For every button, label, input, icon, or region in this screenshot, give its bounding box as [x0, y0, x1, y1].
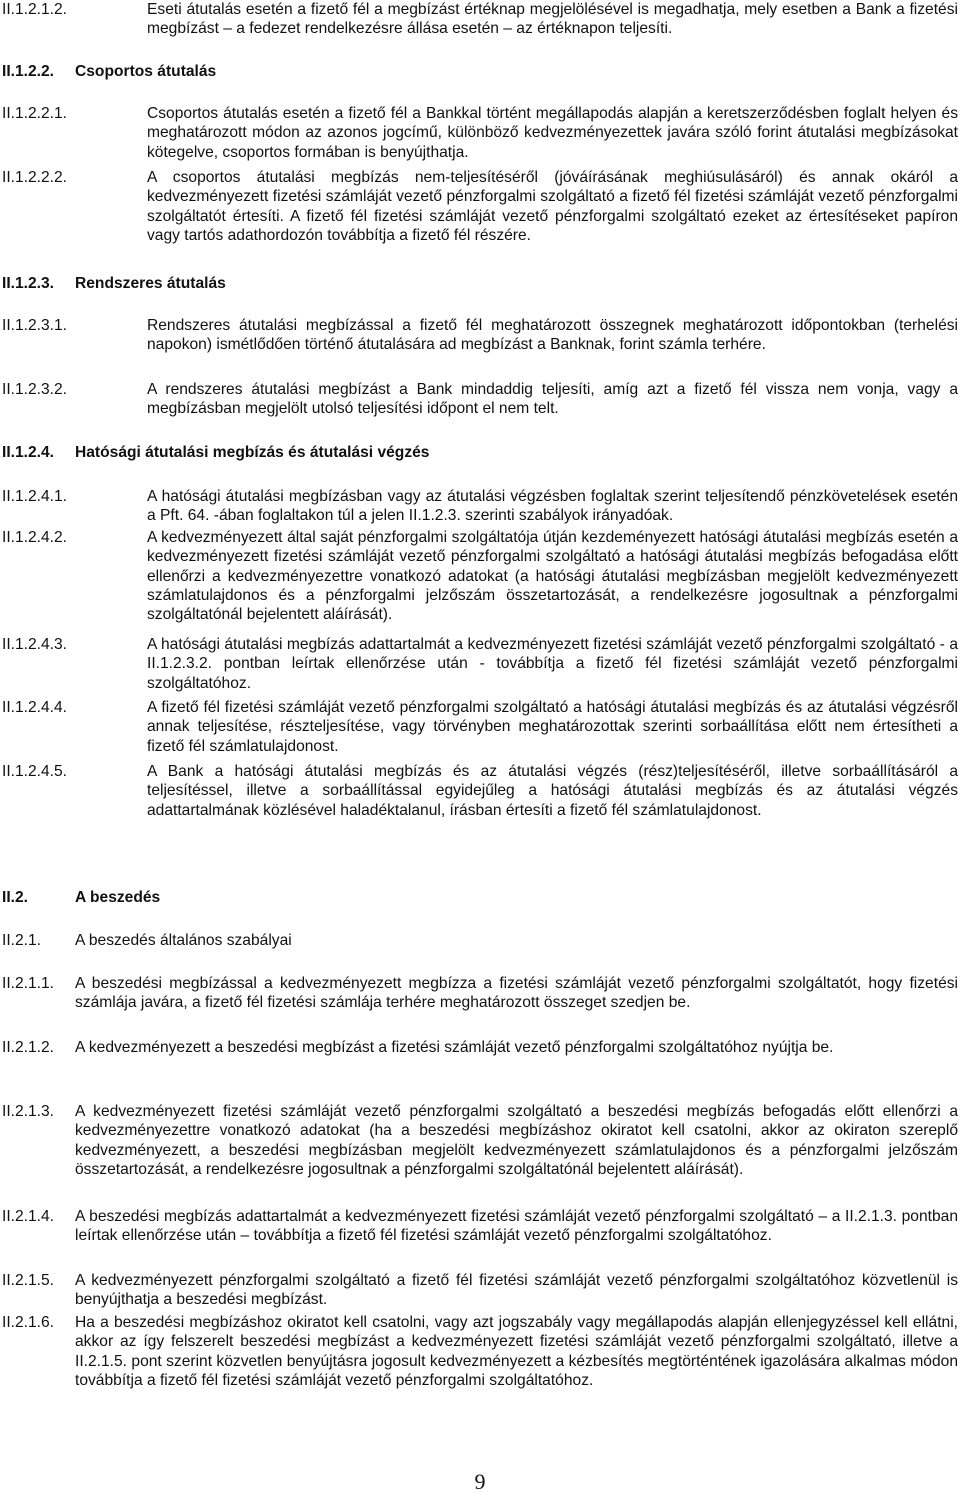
heading-number: II.1.2.4.: [2, 444, 55, 461]
paragraph: [0, 487, 960, 526]
paragraph: [0, 1207, 960, 1246]
paragraph: [0, 104, 960, 162]
paragraph-number: II.2.1.5.: [2, 1272, 55, 1289]
paragraph-text: A hatósági átutalási megbízás adattartalmát a kedvezményezett fizetési számláját vezető pénzforgalmi szolgáltató - a II.1.2.3.2. pontban leírtak ellenőrzése után - továbbítja a fizető fél fizetési számláját vezető pénzforgalmi szolgáltatóhoz.: [147, 636, 958, 692]
paragraph-number: II.2.1.4.: [2, 1208, 55, 1225]
paragraph-text: A rendszeres átutalási megbízást a Bank mindaddig teljesíti, amíg azt a fizető fél vissza nem vonja, vagy a megbízásban megjelölt utolsó teljesítési időpont el nem telt.: [147, 381, 958, 418]
heading-text: A beszedés: [75, 889, 161, 906]
paragraph: [0, 698, 960, 756]
paragraph: [0, 635, 960, 693]
paragraph: [0, 762, 960, 820]
paragraph-text: A csoportos átutalási megbízás nem-teljesítéséről (jóváírásának meghiúsulásáról) és annak okáról a kedvezményezett fizetési számláját vezető pénzforgalmi szolgáltató a fizető fél fizetési számláját vezető pénzforgalmi szolgáltatót értesíti. A fizető fél fizetési számláját vezető pénzforgalmi szolgáltató ezeket az értesítéseket papíron vagy tartós adathordozón továbbítja a fizető fél részére.: [147, 169, 958, 244]
paragraph-text: A kedvezményezett a beszedési megbízást a fizetési számláját vezető pénzforgalmi szolgáltatóhoz nyújtja be.: [75, 1039, 834, 1056]
paragraph-text: A kedvezményezett pénzforgalmi szolgáltató a fizető fél fizetési számláját vezető pénzforgalmi szolgáltatóhoz közvetlenül is benyújthatja a beszedési megbízást.: [75, 1272, 958, 1309]
paragraph-number: II.1.2.2.2.: [2, 169, 68, 186]
heading-text: A beszedés általános szabályai: [75, 932, 292, 949]
heading-number: II.2.1.: [2, 932, 42, 949]
paragraph-number: II.1.2.2.1.: [2, 105, 68, 122]
heading-text: Rendszeres átutalás: [75, 275, 226, 292]
paragraph-text: Rendszeres átutalási megbízással a fizető fél meghatározott összegnek meghatározott időpontokban (terhelési napokon) ismétlődően történő átutalására ad megbízást a Banknak, forint számla terhére.: [147, 317, 958, 354]
paragraph-number: II.2.1.1.: [2, 975, 55, 992]
paragraph-text: Csoportos átutalás esetén a fizető fél a Bankkal történt megállapodás alapján a keretszerződésben foglalt helyen és meghatározott módon az azonos jogcímű, különböző kedvezményezettek javára szóló forint átutalási megbízásokat kötegelve, csoportos formában is benyújthatja.: [147, 105, 958, 161]
heading-number: II.1.2.3.: [2, 275, 55, 292]
paragraph-number: II.1.2.4.2.: [2, 529, 68, 546]
paragraph-text: A beszedési megbízással a kedvezményezett megbízza a fizetési számláját vezető pénzforgalmi szolgáltatót, hogy fizetési számlája javára, a fizető fél fizetési számlája terhére meghatározott összeget szedjen be.: [75, 975, 958, 1012]
paragraph-number: II.2.1.3.: [2, 1103, 55, 1120]
paragraph-number: II.2.1.2.: [2, 1039, 55, 1056]
paragraph: [0, 1038, 960, 1057]
paragraph-number: II.1.2.3.1.: [2, 317, 68, 334]
paragraph-number: II.1.2.4.5.: [2, 763, 68, 780]
paragraph-number: II.1.2.4.4.: [2, 699, 68, 716]
paragraph-text: Eseti átutalás esetén a fizető fél a megbízást értéknap megjelölésével is megadhatja, mely esetben a Bank a fizetési megbízást – a fedezet rendelkezésre állása esetén – az értéknapon teljesíti.: [147, 1, 958, 38]
subsection-heading: [0, 931, 960, 950]
paragraph: [0, 1271, 960, 1310]
paragraph-number: II.1.2.4.3.: [2, 636, 68, 653]
paragraph: [0, 1313, 960, 1390]
paragraph-text: A hatósági átutalási megbízásban vagy az átutalási végzésben foglaltak szerint teljesítendő pénzkövetelések esetén a Pft. 64. -ában foglaltakon túl a jelen II.1.2.3. szerinti szabályok irányadóak.: [147, 488, 958, 525]
page-number: 9: [474, 1469, 486, 1494]
paragraph: [0, 380, 960, 419]
paragraph-text: A beszedési megbízás adattartalmát a kedvezményezett fizetési számláját vezető pénzforgalmi szolgáltató – a II.2.1.3. pontban leírtak ellenőrzése után – továbbítja a fizető fél fizetési számláját vezető pénzforgalmi szolgáltatóhoz.: [75, 1208, 958, 1245]
paragraph: [0, 316, 960, 355]
heading-number: II.1.2.2.: [2, 63, 55, 80]
paragraph-text: A fizető fél fizetési számláját vezető pénzforgalmi szolgáltató a hatósági átutalási megbízás és az átutalási végzésről annak teljesítése, részteljesítése, vagy törvényben meghatározottak szerinti sorbaállítása előtt nem értesítheti a fizető fél számlatulajdonost.: [147, 699, 958, 755]
paragraph-text: A kedvezményezett által saját pénzforgalmi szolgáltatója útján kezdeményezett hatósági átutalási megbízás esetén a kedvezményezett fizetési számláját vezető pénzforgalmi szolgáltató a hatósági átutalási megbízás befogadása előtt ellenőrzi a kedvezményezettre vonatkozó adatokat (a hatósági átutalási megbízásban megjelölt kedvezményezett számlatulajdonos és a pénzforgalmi jelzőszám összetartozását, a rendelkezésre jogosultnak a pénzforgalmi szolgáltatónál bejelentett aláírását).: [147, 529, 958, 624]
paragraph-number: II.2.1.6.: [2, 1314, 55, 1331]
paragraph-number: II.1.2.4.1.: [2, 488, 68, 505]
paragraph-number: II.1.2.3.2.: [2, 381, 68, 398]
paragraph-text: Ha a beszedési megbízáshoz okiratot kell csatolni, vagy azt jogszabály vagy megállapodás alapján ellenjegyzéssel kell ellátni, akkor az így felszerelt beszedési megbízást a kedvezményezett fizetési számláját vezető pénzforgalmi szolgáltató, illetve a II.2.1.5. pont szerint közvetlen benyújtásra jogosult kedvezményezett a kézbesítés megtörténtének igazolására alkalmas módon továbbítja a fizető fél fizetési számláját vezető pénzforgalmi szolgáltatóhoz.: [75, 1314, 958, 1389]
heading-text: Hatósági átutalási megbízás és átutalási végzés: [75, 444, 430, 461]
paragraph-number: II.1.2.1.2.: [2, 1, 68, 18]
heading-text: Csoportos átutalás: [75, 63, 217, 80]
paragraph: [0, 0, 960, 39]
paragraph: [0, 168, 960, 245]
paragraph-text: A Bank a hatósági átutalási megbízás és az átutalási végzés (rész)teljesítéséről, illetve sorbaállításáról a teljesítéssel, illetve a sorbaállítással egyidejűleg a hatósági átutalási megbízás és az átutalási végzés adattartalmának közlésével haladéktalanul, írásban értesíti a fizető fél számlatulajdonost.: [147, 763, 958, 819]
paragraph: [0, 974, 960, 1013]
paragraph: [0, 1102, 960, 1179]
heading-number: II.2.: [2, 889, 29, 906]
paragraph-text: A kedvezményezett fizetési számláját vezető pénzforgalmi szolgáltató a beszedési megbízás befogadás előtt ellenőrzi a kedvezményezettre vonatkozó adatokat (ha a beszedési megbízáshoz okiratot kell csatolni, akkor az okiraton szereplő kedvezményezett, a beszedési megbízásban megjelölt kedvezményezett számlatulajdonos és a pénzforgalmi jelzőszám összetartozását, a rendelkezésre jogosultnak a pénzforgalmi szolgáltatónál bejelentett aláírását).: [75, 1103, 958, 1178]
paragraph: [0, 528, 960, 624]
